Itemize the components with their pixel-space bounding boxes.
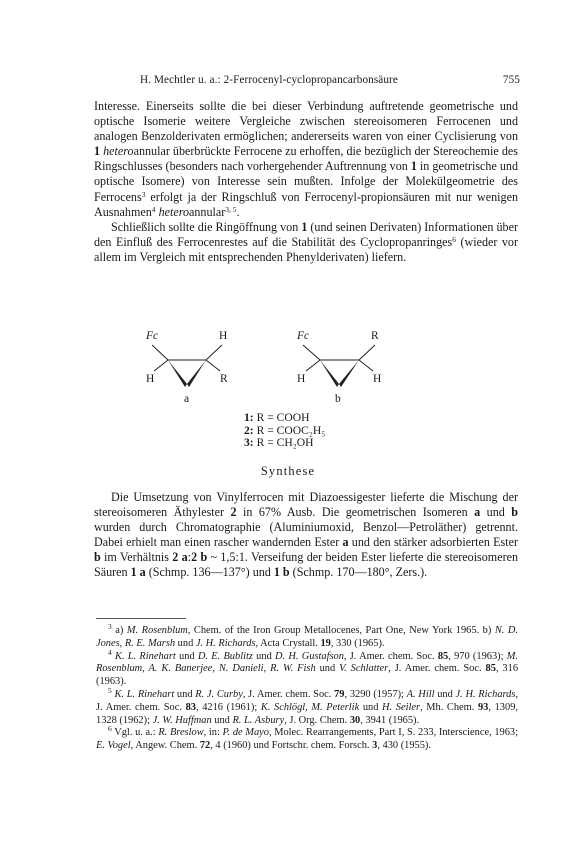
text-run: K. L. Rinehart [115,650,176,662]
text-run: in geometrische und optische Isomere) von Interesse sein mußten. Infolge der Molekülgeometrie des Ferrocens [94,159,518,204]
bond-b-fc [303,345,320,360]
text-run: 3 [141,189,146,199]
text-run: J. H. Richards [195,637,256,649]
section-heading: Synthese [260,464,316,478]
text-run: b [94,550,101,565]
b-label: b [335,393,341,405]
page-number: 755 [502,74,520,86]
a-bottom-right: R [220,373,228,385]
bond-b-r-top [359,345,375,360]
bond-a-r [206,360,220,371]
text-run: , Angew. Chem. [130,740,200,752]
wedge-a-right [187,360,206,387]
text-run: 5 [108,685,112,695]
text-run: a [342,535,349,550]
second-paragraph [94,220,518,265]
text-run: und [359,701,383,713]
text-run: D. E. Bublitz [197,650,253,662]
text-run: und [175,650,198,662]
cyclopropane-structures [94,322,518,417]
definition-text: R = COOH [256,411,310,424]
text-run: 1 [410,159,417,174]
text-run: wurden durch Chromatographie (Aluminiumoxid, Benzol—Petroläther) getrennt. Dabei erhielt man einen rascher wandernden Ester [94,520,518,550]
text-run: Die Umsetzung von Vinylferrocen mit Diazoessigester lieferte die Mischung der stereoisomeren Äthylester [94,490,518,520]
footnote-4 [96,647,519,689]
definition-number: 2 [244,423,250,437]
text-run: A. Hill [406,688,435,700]
text-run: 6 [108,724,112,734]
text-run: 3 [372,740,378,752]
bond-a-h-top [206,345,222,360]
text-run: (und seinen Derivaten) Informationen über den Einfluß des Ferrocenrestes auf die Stabilität des Cyclopropanringes [94,219,518,249]
text-run: 1 b [273,565,290,580]
text-run: V. Schlatter [339,663,389,675]
text-run: 72 [199,740,211,752]
text-run: P. de Mayo [222,727,269,739]
text-run: 6 [452,234,456,244]
intro-paragraph [94,99,518,220]
text-run: 1 [301,219,308,234]
text-run: , 430 (1955). [377,740,431,752]
text-run: im Verhältnis [100,550,173,565]
text-run: : [187,550,192,565]
text-run: 85 [437,650,449,662]
text-run: Vgl. u. a.: [111,727,159,739]
structure-b [296,330,381,405]
text-run: N. D. Jones, R. E. Marsh [96,625,518,649]
text-run: . [236,204,240,219]
synthesis-paragraph [94,490,518,581]
definition-text: R = CH₂OH [256,436,314,450]
text-run: K. L. Rinehart [114,688,175,700]
text-run: und [315,663,340,675]
text-run: und [252,650,276,662]
footnotes [96,622,519,753]
text-run: 19 [320,637,331,649]
structure-a [145,330,228,405]
text-run: H. Seiler [382,701,421,713]
text-run: (wieder vor allem im Vergleich mit entsprechenden Phenylderivaten) liefern. [94,234,518,264]
text-run: 83 [185,701,196,713]
text-run: 4 [151,204,156,214]
text-run: R. J. Curby [195,688,243,700]
text-run: 1 [94,144,101,159]
wedge-a-left [168,360,187,387]
text-run: Schließlich sollte die Ringöffnung von [111,219,302,234]
footnote-6 [96,724,519,753]
text-run: 79 [334,688,345,700]
text-run: a [474,505,481,520]
text-run: M. Rosenblum [126,625,188,636]
text-run: und [175,637,196,649]
text-run: (Schmp. 136—137°) und [145,565,274,580]
text-run: Interesse. Einerseits sollte die bei dieser Verbindung auftretende geometrische und optische Isomerie weitere Vergleiche zwischen stereoisomeren Ferrocenen und analogen Benzolderivaten ermöglichen; andererseits waren von einer Cyclisierung von [94,99,518,144]
b-bottom-left: H [297,373,306,385]
a-label: a [184,393,190,405]
bond-b-h-right [359,360,373,371]
b-top-right: R [371,330,379,342]
footnote-5 [96,685,519,727]
text-run: J. H. Richards [455,688,516,700]
footnote-3 [96,622,518,651]
text-run: und [174,688,196,700]
text-run: und [211,714,233,726]
text-run: 93 [477,701,489,713]
text-run: R. L. Asbury [232,714,285,726]
text-run: (Schmp. 170—180°, Zers.). [289,565,428,580]
text-run: 3 [108,622,112,631]
text-run: 3, 5 [225,204,237,214]
text-run: K. Schlögl, M. Peterlik [260,701,360,713]
text-run: , J. Amer. chem. Soc. [343,650,438,662]
a-top-right: H [219,330,228,342]
bond-a-h-bottom [154,360,168,371]
wedge-b-right [339,360,359,387]
body-text-synthesis [94,490,518,581]
text-run: hetero [158,204,190,219]
definition-number: 3 [244,436,250,450]
text-run: ~ 1,5:1. Verseifung der beiden Ester lieferte die stereoisomeren Säuren [94,550,519,580]
definition-row: 3: R = CH₂OH [244,436,314,450]
text-run: , 330 (1965). [330,637,385,649]
b-bottom-right: H [373,373,382,385]
text-run: 1 a [130,565,146,580]
text-run: und [480,505,512,520]
text-run: annular [189,204,226,219]
running-title: H. Mechtler u. a.: 2-Ferrocenyl-cyclopropancarbonsäure [140,74,398,86]
text-run: , J. Amer. chem. Soc. [242,688,335,700]
text-run: hetero [103,144,134,159]
bond-b-h-left [306,360,320,371]
text-run: D. H. Gustafson [275,650,344,662]
text-run: , 4216 (1961); [195,701,261,713]
compound-definitions [244,412,325,450]
text-run: 2 b [191,550,208,565]
text-run: , Mh. Chem. [420,701,478,713]
text-run: und [434,688,456,700]
text-run: M. Rosenblum, A. K. Banerjee, N. Danieli, R. W. Fish [96,650,519,675]
text-run: , J. Org. Chem. [284,714,350,726]
text-run: a) [111,625,127,636]
text-run: b [511,505,519,520]
text-run: 4 [108,647,112,657]
b-top-left: Fc [297,330,310,342]
text-run: , Acta Crystall. [255,637,321,649]
text-run: , J. Amer. chem. Soc. [96,688,519,713]
text-run: , J. Amer. chem. Soc. [388,663,486,675]
text-run: 30 [349,714,361,726]
footnote-divider [96,618,186,619]
wedge-b-left [320,360,339,387]
text-run: , 3941 (1965). [360,714,420,726]
text-run: , Chem. of the Iron Group Metallocenes, Part One, New York 1965. b) [187,625,495,636]
definition-number: 1 [244,411,250,424]
text-run: 2 a [172,550,188,565]
text-run: , 3290 (1957); [344,688,407,700]
text-run: , 316 (1963). [96,663,519,688]
text-run: 85 [485,663,496,675]
text-run: , 1309, 1328 (1962); [96,701,518,726]
text-run: R. Breslow [158,727,204,739]
text-run: , 970 (1963); [448,650,507,662]
text-run: E. Vogel [96,740,131,752]
a-top-left: Fc [146,330,159,342]
a-bottom-left: H [146,373,155,385]
text-run: annular überbrückte Ferrocene zu erhoffen, die bezüglich der Stereochemie des Ringschlusses (besonders nach vorhergehender Auftrennung von [94,144,518,174]
text-run: , 4 (1960) und Fortschr. chem. Forsch. [210,740,373,752]
text-run: erfolgt ja der Ringschluß von Ferrocenyl-propionsäuren mit nur wenigen Ausnahmen [94,189,518,219]
definition-row: 2: R = COOC₂H₅ [244,423,326,437]
definition-row: 1: R = COOH [244,411,310,424]
body-text-top [94,99,518,265]
text-run: J. W. Huffman [152,714,212,726]
bond-a-fc [152,345,168,360]
text-run: , in: [203,727,223,739]
text-run: 2 [230,505,237,520]
definition-text: R = COOC₂H₅ [256,423,326,437]
text-run: in 67% Ausb. Die geometrischen Isomeren [236,505,475,520]
text-run: , Molec. Rearrangements, Part I, S. 233, Interscience, 1963; [268,727,519,739]
text-run: und den stärker adsorbierten Ester [348,535,518,550]
